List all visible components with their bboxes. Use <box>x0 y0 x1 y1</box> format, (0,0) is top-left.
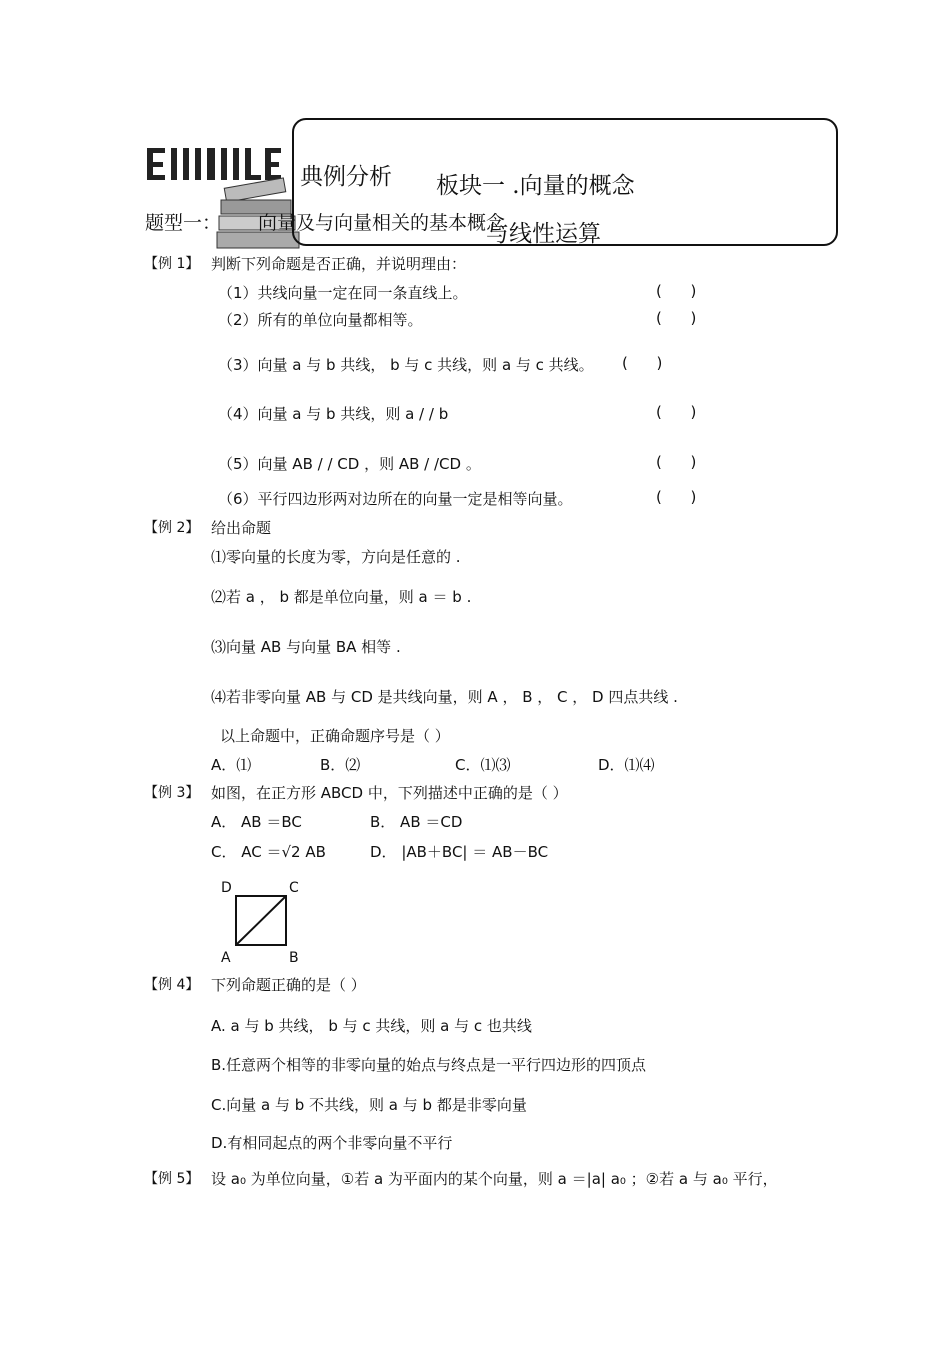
ex2-option-a: A．⑴ <box>211 756 252 774</box>
ex3-option-b: B． AB ＝CD <box>370 813 463 831</box>
label-a: A <box>221 950 231 966</box>
ex2-item-2: ⑵若 a ， b 都是单位向量，则 a ＝ b . <box>211 588 472 606</box>
ex2-option-c: C．⑴⑶ <box>455 756 511 774</box>
ex1-blank-2: ( ) <box>656 309 697 327</box>
label-b: B <box>289 950 299 966</box>
ex3-option-c: C． AC ＝√2 AB <box>211 843 326 861</box>
ex2-stem: 给出命题 <box>211 519 272 537</box>
label-d: D <box>221 880 232 896</box>
ex4-option-a: A. a 与 b 共线， b 与 c 共线，则 a 与 c 也共线 <box>211 1017 532 1035</box>
ex1-tag: 【例 1】 <box>144 256 200 272</box>
label-c: C <box>289 880 299 896</box>
ex1-blank-5: ( ) <box>656 453 697 471</box>
type-heading-prefix: 题型一： <box>145 212 222 234</box>
ex4-tag: 【例 4】 <box>144 977 200 993</box>
ex2-option-d: D．⑴⑷ <box>598 756 655 774</box>
type-heading: 向量及与向量相关的基本概念 <box>258 212 506 234</box>
ex1-stem: 判断下列命题是否正确，并说明理由： <box>211 255 467 273</box>
ex1-blank-3: ( ) <box>622 354 663 372</box>
ex4-option-c: C.向量 a 与 b 不共线，则 a 与 b 都是非零向量 <box>211 1096 527 1114</box>
ex4-option-d: D.有相同起点的两个非零向量不平行 <box>211 1134 453 1152</box>
ex1-item-6: （6）平行四边形两对边所在的向量一定是相等向量。 <box>218 490 573 508</box>
ex2-question: 以上命题中，正确命题序号是（ ） <box>220 727 450 745</box>
ex5-tag: 【例 5】 <box>144 1171 200 1187</box>
ex2-tag: 【例 2】 <box>144 520 200 536</box>
square-figure <box>218 880 318 970</box>
title-line1: 板块一 .向量的概念 <box>436 173 635 199</box>
ex2-item-1: ⑴零向量的长度为零，方向是任意的 . <box>211 548 461 566</box>
title-line2: 与线性运算 <box>486 221 601 247</box>
ex3-tag: 【例 3】 <box>144 785 200 801</box>
ex1-item-4: （4）向量 a 与 b 共线，则 a / / b <box>218 405 449 423</box>
ex2-item-3: ⑶向量 AB 与向量 BA 相等 . <box>211 638 401 656</box>
section-label: 典例分析 <box>300 164 392 190</box>
ex4-option-b: B.任意两个相等的非零向量的始点与终点是一平行四边形的四顶点 <box>211 1056 647 1074</box>
ex4-stem: 下列命题正确的是（ ） <box>211 976 366 994</box>
ex3-option-d: D． |AB＋BC| ＝ AB－BC <box>370 843 549 861</box>
ex2-item-4: ⑷若非零向量 AB 与 CD 是共线向量，则 A ， B ， C ， D 四点共线 . <box>211 688 678 706</box>
ex1-item-3: （3）向量 a 与 b 共线， b 与 c 共线，则 a 与 c 共线。 <box>218 356 594 374</box>
ex1-blank-6: ( ) <box>656 488 697 506</box>
ex3-stem: 如图，在正方形 ABCD 中，下列描述中正确的是（ ） <box>211 784 568 802</box>
ex2-option-b: B．⑵ <box>320 756 361 774</box>
square-figure-graphic <box>218 880 318 970</box>
ex1-blank-1: ( ) <box>656 282 697 300</box>
ex1-item-5: （5）向量 AB / / CD ，则 AB / /CD 。 <box>218 455 481 473</box>
ex1-blank-4: ( ) <box>656 403 697 421</box>
ex3-option-a: A． AB ＝BC <box>211 813 302 831</box>
ex1-item-1: （1）共线向量一定在同一条直线上。 <box>218 284 468 302</box>
ex1-item-2: （2）所有的单位向量都相等。 <box>218 311 423 329</box>
ex5-stem: 设 a₀ 为单位向量，①若 a 为平面内的某个向量，则 a ＝|a| a₀ ；②若 a 与 a₀ 平行， <box>211 1170 778 1188</box>
